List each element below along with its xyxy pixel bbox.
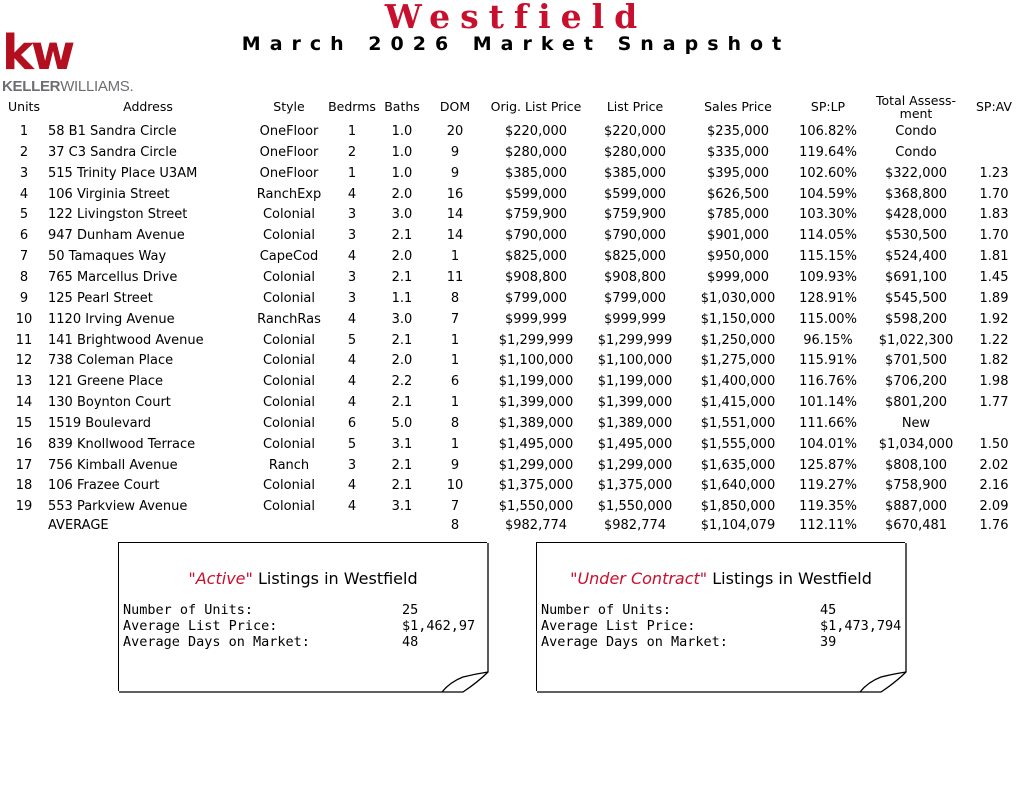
cell-unit: 13 xyxy=(15,374,33,390)
cell-total-assessment: $530,500 xyxy=(884,228,948,244)
cell-baths: 3.0 xyxy=(391,207,413,223)
cell-orig-list-price: $1,375,000 xyxy=(498,478,574,494)
cell-style: Colonial xyxy=(262,290,316,306)
cell-baths: 2.0 xyxy=(391,186,413,202)
cell-sp-lp: 104.01% xyxy=(799,436,857,452)
cell-bedrooms: 3 xyxy=(347,269,357,285)
cell-sp-lp: 116.76% xyxy=(799,374,857,390)
cell-unit: 19 xyxy=(15,499,33,515)
cell-list-price: $1,399,000 xyxy=(597,395,673,411)
cell-bedrooms: 4 xyxy=(347,249,357,265)
cell-address: 553 Parkview Avenue xyxy=(48,499,188,515)
cell-unit: 14 xyxy=(15,395,33,411)
cell-sp-av: 1.70 xyxy=(979,228,1009,244)
cell-style: Colonial xyxy=(262,436,316,452)
cell-bedrooms: 3 xyxy=(347,457,357,473)
cell-style: OneFloor xyxy=(259,124,319,139)
cell-dom: 16 xyxy=(446,186,464,202)
cell-sp-av: 1.98 xyxy=(979,374,1009,390)
cell-baths: 2.1 xyxy=(391,478,413,494)
col-header-baths: Baths xyxy=(384,99,420,114)
cell-baths: 2.1 xyxy=(391,457,413,473)
cell-sales-price: $1,250,000 xyxy=(700,332,776,348)
cell-address: 738 Coleman Place xyxy=(48,353,174,369)
col-header-style: Style xyxy=(273,99,305,114)
cell-baths: 1.0 xyxy=(391,144,413,160)
active-price-label: Average List Price: xyxy=(123,618,278,634)
page-title: Westfield xyxy=(384,0,648,36)
col-header-orig-list-price: Orig. List Price xyxy=(490,99,582,114)
cell-bedrooms: 4 xyxy=(347,478,357,494)
cell-bedrooms: 3 xyxy=(347,290,357,306)
average-sp-av: 1.76 xyxy=(979,518,1009,534)
cell-orig-list-price: $759,900 xyxy=(504,207,568,223)
cell-unit: 7 xyxy=(19,249,29,265)
cell-list-price: $1,199,000 xyxy=(597,374,673,390)
cell-orig-list-price: $1,399,000 xyxy=(498,395,574,411)
cell-baths: 2.1 xyxy=(391,228,413,244)
cell-sales-price: $950,000 xyxy=(706,249,770,265)
cell-list-price: $1,495,000 xyxy=(597,436,673,452)
cell-sp-lp: 102.60% xyxy=(799,165,857,181)
cell-orig-list-price: $1,100,000 xyxy=(498,353,574,369)
cell-sales-price: $785,000 xyxy=(706,207,770,223)
cell-unit: 4 xyxy=(19,186,29,202)
cell-baths: 2.1 xyxy=(391,395,413,411)
cell-orig-list-price: $599,000 xyxy=(504,186,568,202)
cell-total-assessment: New xyxy=(901,415,931,431)
cell-list-price: $1,299,000 xyxy=(597,457,673,473)
uc-price-value: $1,473,794 xyxy=(820,618,902,634)
cell-style: Colonial xyxy=(262,395,316,411)
cell-bedrooms: 4 xyxy=(347,499,357,515)
cell-sp-av: 1.92 xyxy=(979,311,1009,327)
cell-orig-list-price: $1,299,000 xyxy=(498,457,574,473)
cell-address: 122 Livingston Street xyxy=(48,207,188,223)
cell-orig-list-price: $825,000 xyxy=(504,249,568,265)
cell-unit: 16 xyxy=(15,436,33,452)
under-contract-card xyxy=(536,542,905,691)
cell-bedrooms: 6 xyxy=(347,415,357,431)
cell-address: 141 Brightwood Avenue xyxy=(48,332,204,348)
cell-sp-av: 1.81 xyxy=(979,249,1009,265)
cell-bedrooms: 4 xyxy=(347,311,357,327)
cell-style: RanchRas xyxy=(257,311,321,327)
average-address: AVERAGE xyxy=(48,518,109,534)
cell-unit: 8 xyxy=(19,269,29,285)
average-dom: 8 xyxy=(450,518,460,534)
cell-style: Colonial xyxy=(262,499,316,515)
col-header-dom: DOM xyxy=(439,99,471,114)
cell-total-assessment: $887,000 xyxy=(884,499,948,515)
active-dom-label: Average Days on Market: xyxy=(123,634,310,650)
cell-sp-av: 2.09 xyxy=(979,499,1009,515)
cell-baths: 3.1 xyxy=(391,499,413,515)
cell-style: OneFloor xyxy=(259,165,319,181)
cell-sales-price: $1,640,000 xyxy=(700,478,776,494)
cell-total-assessment: $322,000 xyxy=(884,165,948,181)
cell-bedrooms: 1 xyxy=(347,124,357,139)
col-header-list-price: List Price xyxy=(606,99,664,114)
cell-sales-price: $1,415,000 xyxy=(700,395,776,411)
average-sales-price: $1,104,079 xyxy=(700,518,776,534)
cell-total-assessment: $691,100 xyxy=(884,269,948,285)
cell-list-price: $759,900 xyxy=(603,207,667,223)
cell-address: 515 Trinity Place U3AM xyxy=(48,165,198,181)
col-header-sp-av: SP:AV xyxy=(976,99,1012,114)
cell-dom: 1 xyxy=(450,353,460,369)
cell-baths: 2.1 xyxy=(391,269,413,285)
page-subtitle: March 2026 Market Snapshot xyxy=(241,33,791,55)
col-header-address: Address xyxy=(123,99,173,114)
cell-address: 50 Tamaques Way xyxy=(48,249,167,265)
average-total-assessment: $670,481 xyxy=(884,518,948,534)
cell-dom: 14 xyxy=(446,207,464,223)
cell-total-assessment: $706,200 xyxy=(884,374,948,390)
cell-sp-lp: 115.00% xyxy=(799,311,857,327)
cell-orig-list-price: $1,495,000 xyxy=(498,436,574,452)
kw-logo-text: KELLERWILLIAMS. xyxy=(2,78,134,95)
active-units-label: Number of Units: xyxy=(123,602,254,618)
cell-orig-list-price: $1,299,999 xyxy=(498,332,574,348)
cell-address: 756 Kimball Avenue xyxy=(48,457,178,473)
cell-style: Colonial xyxy=(262,353,316,369)
cell-total-assessment: $545,500 xyxy=(884,290,948,306)
uc-dom-label: Average Days on Market: xyxy=(541,634,728,650)
cell-dom: 1 xyxy=(450,436,460,452)
cell-dom: 10 xyxy=(446,478,464,494)
cell-sp-lp: 115.15% xyxy=(799,249,857,265)
cell-sales-price: $1,400,000 xyxy=(700,374,776,390)
uc-price-label: Average List Price: xyxy=(541,618,696,634)
cell-sales-price: $1,150,000 xyxy=(700,311,776,327)
cell-sp-lp: 128.91% xyxy=(799,290,857,306)
cell-style: Colonial xyxy=(262,374,316,390)
cell-dom: 8 xyxy=(450,415,460,431)
col-header-sales-price: Sales Price xyxy=(704,99,772,114)
cell-orig-list-price: $790,000 xyxy=(504,228,568,244)
cell-baths: 3.0 xyxy=(391,311,413,327)
col-header-sp-lp: SP:LP xyxy=(810,99,846,114)
cell-sales-price: $626,500 xyxy=(706,186,770,202)
uc-units-label: Number of Units: xyxy=(541,602,672,618)
cell-unit: 2 xyxy=(19,144,29,160)
cell-sp-av: 2.02 xyxy=(979,457,1009,473)
cell-bedrooms: 1 xyxy=(347,165,357,181)
cell-unit: 11 xyxy=(15,332,33,348)
cell-list-price: $825,000 xyxy=(603,249,667,265)
cell-baths: 1.0 xyxy=(391,124,413,139)
cell-address: 839 Knollwood Terrace xyxy=(48,436,196,452)
cell-style: OneFloor xyxy=(259,144,319,160)
cell-address: 37 C3 Sandra Circle xyxy=(48,144,177,160)
cell-style: CapeCod xyxy=(259,249,319,265)
under-contract-card-title: "Under Contract" Listings in Westfield xyxy=(570,569,872,588)
cell-sales-price: $999,000 xyxy=(706,269,770,285)
average-sp-lp: 112.11% xyxy=(799,518,857,534)
cell-orig-list-price: $220,000 xyxy=(504,124,568,139)
cell-sp-av: 1.50 xyxy=(979,436,1009,452)
cell-style: Colonial xyxy=(262,228,316,244)
cell-sp-lp: 119.35% xyxy=(799,499,857,515)
cell-total-assessment: $428,000 xyxy=(884,207,948,223)
cell-bedrooms: 4 xyxy=(347,374,357,390)
cell-sp-lp: 111.66% xyxy=(799,415,857,431)
cell-bedrooms: 4 xyxy=(347,186,357,202)
cell-address: 121 Greene Place xyxy=(48,374,164,390)
cell-list-price: $1,550,000 xyxy=(597,499,673,515)
cell-bedrooms: 4 xyxy=(347,395,357,411)
cell-list-price: $385,000 xyxy=(603,165,667,181)
cell-style: Colonial xyxy=(262,269,316,285)
cell-total-assessment: $801,200 xyxy=(884,395,948,411)
cell-sp-lp: 96.15% xyxy=(803,332,853,348)
cell-sp-lp: 101.14% xyxy=(799,395,857,411)
cell-dom: 1 xyxy=(450,332,460,348)
cell-bedrooms: 5 xyxy=(347,332,357,348)
cell-address: 130 Boynton Court xyxy=(48,395,171,411)
cell-orig-list-price: $1,199,000 xyxy=(498,374,574,390)
cell-address: 765 Marcellus Drive xyxy=(48,269,178,285)
cell-sp-av: 1.22 xyxy=(979,332,1009,348)
cell-baths: 5.0 xyxy=(391,415,413,431)
cell-unit: 15 xyxy=(15,415,33,431)
uc-units-value: 45 xyxy=(820,602,837,618)
cell-total-assessment: $701,500 xyxy=(884,353,948,369)
cell-dom: 7 xyxy=(450,311,460,327)
cell-baths: 2.0 xyxy=(391,249,413,265)
keller-williams-logo xyxy=(2,25,152,96)
cell-dom: 9 xyxy=(450,457,460,473)
cell-sp-lp: 109.93% xyxy=(799,269,857,285)
cell-baths: 2.0 xyxy=(391,353,413,369)
cell-sp-lp: 119.64% xyxy=(799,144,857,160)
cell-unit: 5 xyxy=(19,207,29,223)
cell-address: 125 Pearl Street xyxy=(48,290,153,306)
col-header-line: ment xyxy=(899,106,933,121)
average-list-price: $982,774 xyxy=(603,518,667,534)
kw-logo-mark: kw xyxy=(2,25,73,81)
average-orig-list-price: $982,774 xyxy=(504,518,568,534)
uc-dom-value: 39 xyxy=(820,634,837,650)
cell-unit: 17 xyxy=(15,457,33,473)
cell-orig-list-price: $999,999 xyxy=(504,311,568,327)
cell-dom: 9 xyxy=(450,144,460,160)
cell-sales-price: $1,635,000 xyxy=(700,457,776,473)
cell-baths: 1.1 xyxy=(391,290,413,306)
cell-baths: 3.1 xyxy=(391,436,413,452)
cell-sales-price: $1,551,000 xyxy=(700,415,776,431)
active-listings-card xyxy=(118,542,487,691)
cell-sp-av: 1.45 xyxy=(979,269,1009,285)
cell-sp-lp: 115.91% xyxy=(799,353,857,369)
cell-address: 1120 Irving Avenue xyxy=(48,311,175,327)
cell-list-price: $1,375,000 xyxy=(597,478,673,494)
cell-sales-price: $235,000 xyxy=(706,124,770,139)
cell-total-assessment: $1,022,300 xyxy=(878,332,954,348)
cell-sales-price: $335,000 xyxy=(706,144,770,160)
cell-dom: 11 xyxy=(446,269,464,285)
cell-unit: 3 xyxy=(19,165,29,181)
cell-orig-list-price: $1,550,000 xyxy=(498,499,574,515)
cell-dom: 20 xyxy=(446,124,464,139)
cell-dom: 14 xyxy=(446,228,464,244)
cell-dom: 7 xyxy=(450,499,460,515)
cell-sp-lp: 103.30% xyxy=(799,207,857,223)
cell-sp-av: 1.23 xyxy=(979,165,1009,181)
cell-unit: 1 xyxy=(19,124,29,139)
cell-sales-price: $1,555,000 xyxy=(700,436,776,452)
cell-dom: 6 xyxy=(450,374,460,390)
cell-unit: 6 xyxy=(19,228,29,244)
cell-sp-lp: 104.59% xyxy=(799,186,857,202)
cell-total-assessment: $598,200 xyxy=(884,311,948,327)
cell-sp-av: 1.83 xyxy=(979,207,1009,223)
cell-list-price: $220,000 xyxy=(603,124,667,139)
active-dom-value: 48 xyxy=(402,634,419,650)
cell-bedrooms: 3 xyxy=(347,228,357,244)
cell-total-assessment: $758,900 xyxy=(884,478,948,494)
cell-total-assessment: $1,034,000 xyxy=(878,436,954,452)
cell-unit: 12 xyxy=(15,353,33,369)
cell-list-price: $1,100,000 xyxy=(597,353,673,369)
cell-style: RanchExp xyxy=(256,186,322,202)
cell-baths: 2.2 xyxy=(391,374,413,390)
cell-style: Colonial xyxy=(262,478,316,494)
cell-list-price: $999,999 xyxy=(603,311,667,327)
cell-unit: 10 xyxy=(15,311,33,327)
cell-sp-lp: 119.27% xyxy=(799,478,857,494)
active-price-value: $1,462,97 xyxy=(402,618,476,634)
cell-sales-price: $395,000 xyxy=(706,165,770,181)
cell-list-price: $908,800 xyxy=(603,269,667,285)
cell-style: Colonial xyxy=(262,332,316,348)
cell-sp-av: 2.16 xyxy=(979,478,1009,494)
cell-total-assessment: Condo xyxy=(895,144,937,160)
cell-address: 1519 Boulevard xyxy=(48,415,151,431)
cell-list-price: $799,000 xyxy=(603,290,667,306)
cell-orig-list-price: $280,000 xyxy=(504,144,568,160)
cell-sp-lp: 125.87% xyxy=(799,457,857,473)
cell-dom: 1 xyxy=(450,249,460,265)
cell-list-price: $790,000 xyxy=(603,228,667,244)
cell-orig-list-price: $799,000 xyxy=(504,290,568,306)
cell-bedrooms: 2 xyxy=(347,144,357,160)
col-header-bedrooms: Bedrms xyxy=(328,99,376,114)
cell-sales-price: $1,850,000 xyxy=(700,499,776,515)
cell-sp-av: 1.77 xyxy=(979,395,1009,411)
cell-unit: 18 xyxy=(15,478,33,494)
col-header-unit: Units xyxy=(8,99,40,114)
cell-dom: 8 xyxy=(450,290,460,306)
cell-orig-list-price: $385,000 xyxy=(504,165,568,181)
cell-sp-av: 1.70 xyxy=(979,186,1009,202)
col-header-line: Total Assess- xyxy=(876,93,956,108)
cell-dom: 1 xyxy=(450,395,460,411)
cell-style: Colonial xyxy=(262,415,316,431)
cell-bedrooms: 3 xyxy=(347,207,357,223)
active-card-title: "Active" Listings in Westfield xyxy=(188,569,418,588)
cell-address: 947 Dunham Avenue xyxy=(48,228,185,244)
col-header-total-assessment xyxy=(876,94,956,120)
cell-orig-list-price: $908,800 xyxy=(504,269,568,285)
cell-total-assessment: $368,800 xyxy=(884,186,948,202)
cell-sales-price: $1,275,000 xyxy=(700,353,776,369)
cell-address: 106 Frazee Court xyxy=(48,478,160,494)
cell-list-price: $1,299,999 xyxy=(597,332,673,348)
cell-sp-av: 1.82 xyxy=(979,353,1009,369)
cell-total-assessment: $808,100 xyxy=(884,457,948,473)
cell-total-assessment: $524,400 xyxy=(884,249,948,265)
cell-baths: 1.0 xyxy=(391,165,413,181)
cell-sales-price: $1,030,000 xyxy=(700,290,776,306)
cell-sales-price: $901,000 xyxy=(706,228,770,244)
cell-orig-list-price: $1,389,000 xyxy=(498,415,574,431)
cell-sp-av: 1.89 xyxy=(979,290,1009,306)
cell-bedrooms: 5 xyxy=(347,436,357,452)
cell-unit: 9 xyxy=(19,290,29,306)
cell-baths: 2.1 xyxy=(391,332,413,348)
cell-list-price: $1,389,000 xyxy=(597,415,673,431)
cell-bedrooms: 4 xyxy=(347,353,357,369)
active-units-value: 25 xyxy=(402,602,419,618)
cell-sp-lp: 114.05% xyxy=(799,228,857,244)
cell-style: Colonial xyxy=(262,207,316,223)
cell-dom: 9 xyxy=(450,165,460,181)
cell-list-price: $280,000 xyxy=(603,144,667,160)
cell-address: 106 Virginia Street xyxy=(48,186,170,202)
cell-list-price: $599,000 xyxy=(603,186,667,202)
cell-style: Ranch xyxy=(268,457,310,473)
cell-address: 58 B1 Sandra Circle xyxy=(48,124,177,139)
cell-total-assessment: Condo xyxy=(895,124,937,139)
cell-sp-lp: 106.82% xyxy=(799,124,857,139)
